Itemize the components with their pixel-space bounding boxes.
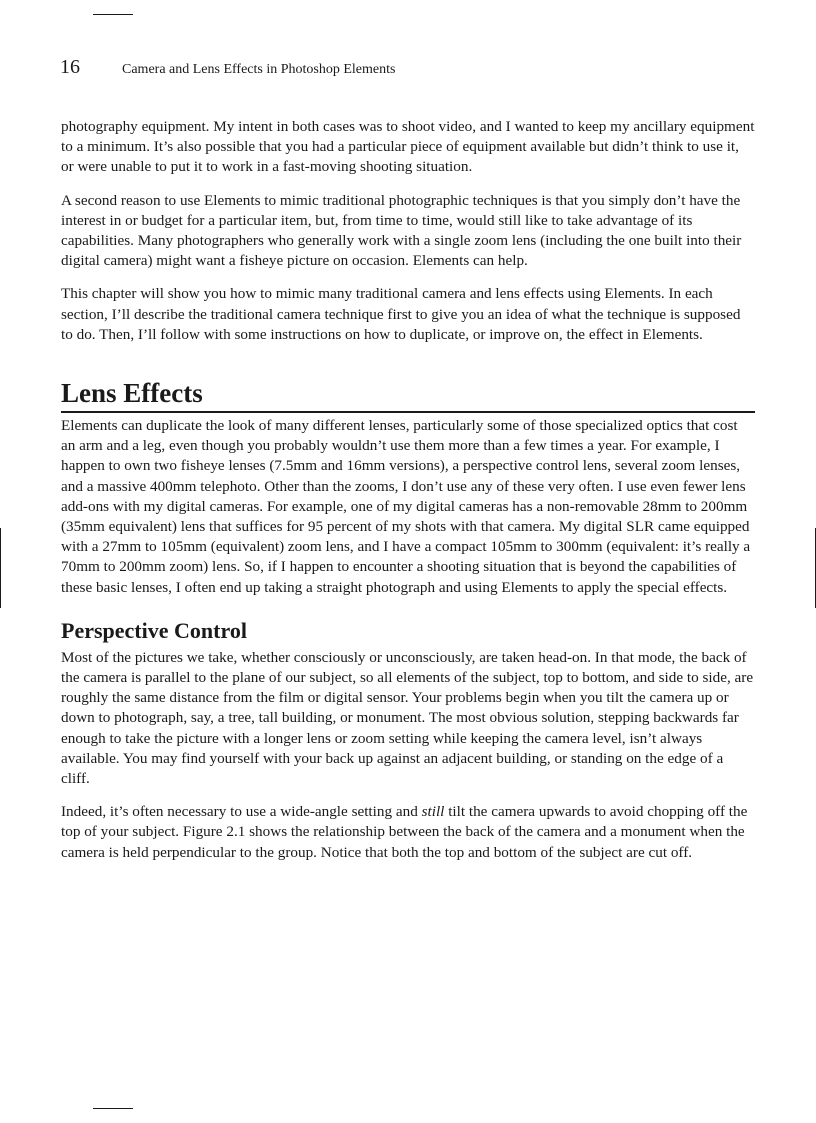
paragraph-6-start: Indeed, it’s often necessary to use a wide-angle setting and	[61, 803, 422, 821]
paragraph-4: Elements can duplicate the look of many different lenses, particularly some of those specialized optics that cost an arm and a leg, even though you probably wouldn’t use them more than a few times a year. For example, I happen to own two fisheye lenses (7.5mm and 16mm versions), a perspective control lens, several zoom lenses, and a massive 400mm telephoto. Other than the zooms, I don’t use any of these very often. I use even fewer lens add-ons with my digital cameras. For example, one of my digital cameras has a non-removable 28mm to 200mm (35mm equivalent) lens that suffices for 95 percent of my shots with that camera. My digital SLR came equipped with a 27mm to 105mm (equivalent) zoom lens, and I have a compact 105mm to 300mm (equivalent: it’s really a 70mm to 200mm zoom) lens. So, if I happen to encounter a shooting situation that is beyond the capabilities of these basic lenses, I often end up taking a straight photograph and using Elements to apply the special effects.	[61, 417, 751, 596]
paragraph-6-end: tilt the camera upwards to avoid chopping off the top of your subject. Figure 2.1 shows the relationship between the back of the camera and a monument when the camera is held perpendicular to the group. Notice that both the top and bottom of the subject are cut off.	[61, 803, 748, 861]
subsection-heading-perspective-control: Perspective Control	[61, 617, 247, 643]
running-title: Camera and Lens Effects in Photoshop Elements	[122, 62, 396, 77]
running-header	[60, 56, 395, 86]
section-heading-lens-effects: Lens Effects	[61, 377, 755, 413]
emphasis-still: still	[421, 803, 445, 821]
paragraph-6	[61, 802, 755, 863]
crop-mark-bottom	[93, 1108, 133, 1109]
paragraph-5: Most of the pictures we take, whether consciously or unconsciously, are taken head-on. In that mode, the back of the camera is parallel to the plane of our subject, so all elements of the subject, top to bottom, and side to side, are roughly the same distance from the film or digital sensor. Your problems begin when you tilt the camera up or down to photograph, say, a tree, tall building, or monument. The most obvious solution, stepping backwards far enough to take the picture with a longer lens or zoom setting while keeping the camera level, isn’t always available. You may find yourself with your back up against an adjacent building, or standing on the edge of a cliff.	[61, 648, 754, 788]
paragraph-3: This chapter will show you how to mimic many traditional camera and lens effects using Elements. In each section, I’ll describe the traditional camera technique first to give you an idea of what the technique is supposed to do. Then, I’ll follow with some instructions on how to duplicate, or improve on, the effect in Elements.	[61, 285, 741, 343]
crop-mark-top	[93, 14, 133, 15]
page-number: 16	[60, 56, 80, 78]
page-body	[61, 117, 755, 876]
paragraph-2: A second reason to use Elements to mimic traditional photographic techniques is that you simply don’t have the interest in or budget for a particular item, but, from time to time, would still like to take advantage of its capabilities. Many photographers who generally work with a single zoom lens (including the one built into their digital camera) might want a fisheye picture on occasion. Elements can help.	[61, 191, 742, 270]
paragraph-1: photography equipment. My intent in both cases was to shoot video, and I wanted to keep my ancillary equipment to a minimum. It’s also possible that you had a particular piece of equipment available but didn’t think to use it, or were unable to put it to work in a fast-moving shooting situation.	[61, 118, 755, 176]
crop-mark-left	[0, 528, 1, 608]
